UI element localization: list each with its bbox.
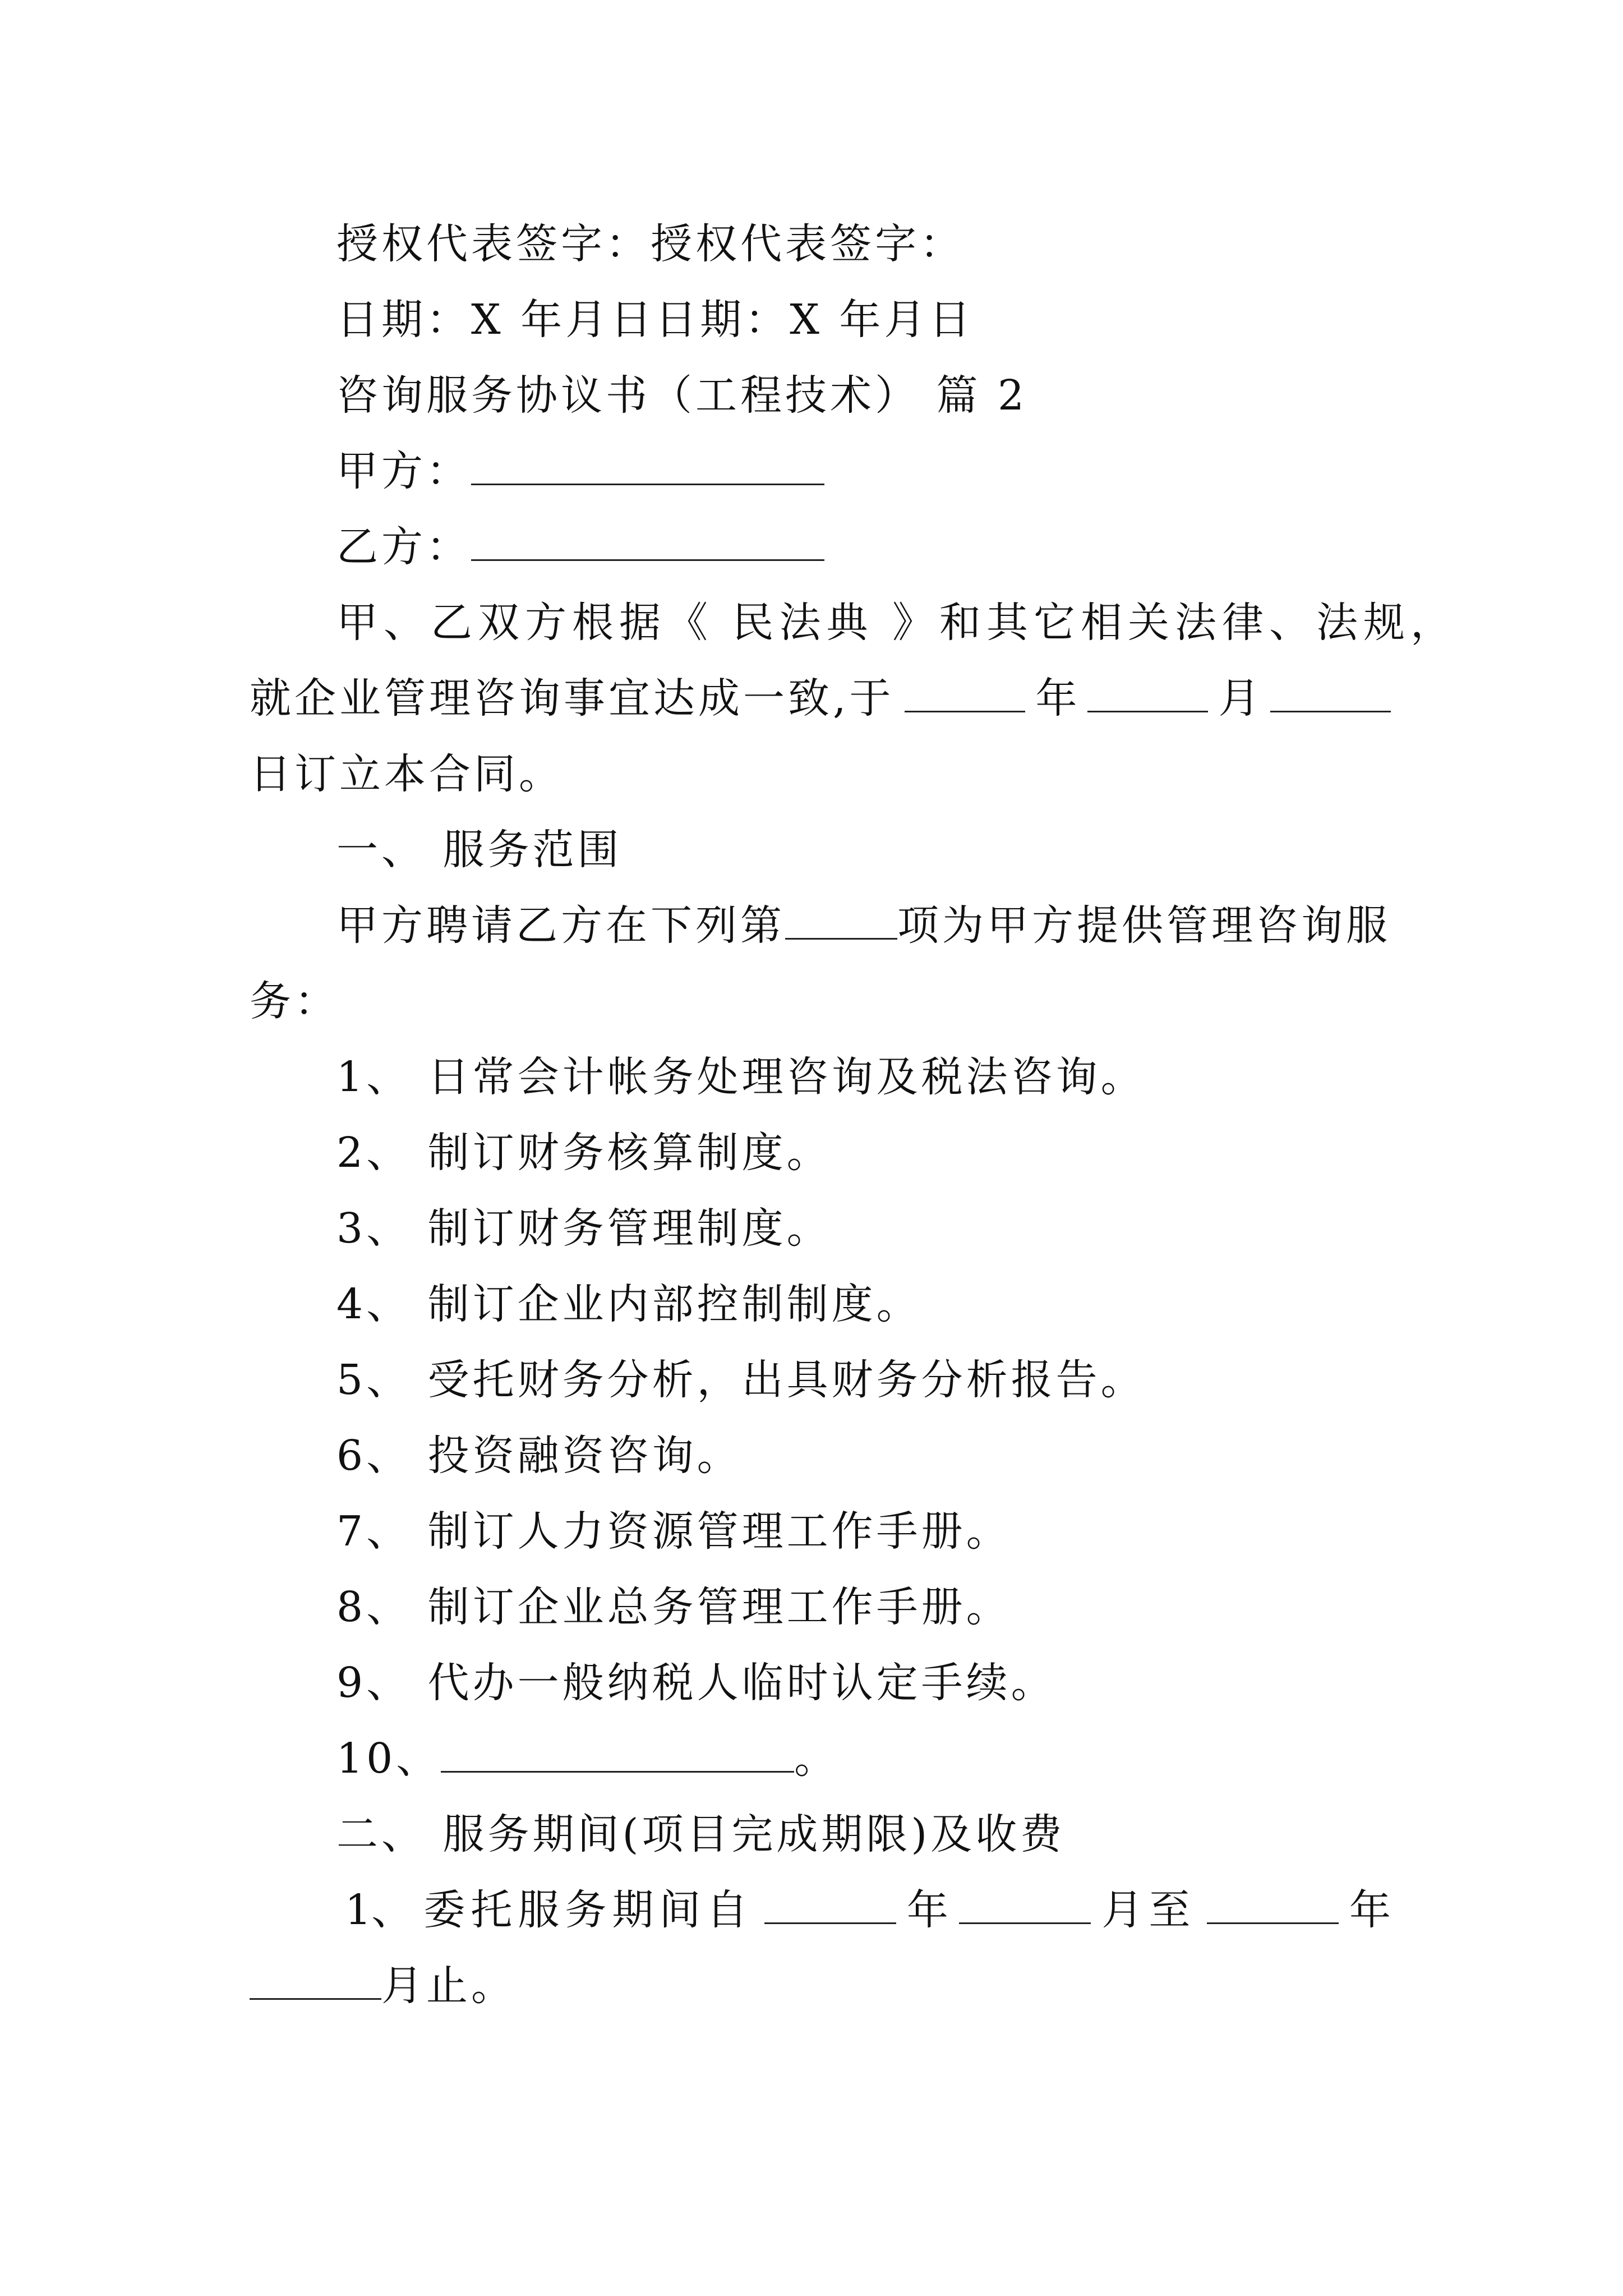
- period-number: 1、: [345, 1886, 413, 1934]
- scope-line-1-text: 甲方聘请乙方在下列第: [336, 901, 785, 950]
- intro-day-blank: [1270, 675, 1391, 712]
- period-text: 委托服务期间自: [423, 1886, 754, 1934]
- list-item: 3、 制订财务管理制度。: [336, 1204, 832, 1253]
- list-item: 4、 制订企业内部控制制度。: [336, 1280, 921, 1328]
- period-end-month-blank: [250, 1962, 381, 2000]
- list-item: 8、 制订企业总务管理工作手册。: [336, 1583, 1011, 1631]
- intro-line-2-text: 就企业管理咨询事宜达成一致,于: [250, 674, 895, 723]
- list-item: 6、 投资融资咨询。: [336, 1432, 742, 1480]
- scope-item-blank: [785, 902, 897, 940]
- list-item: 9、 代办一般纳税人临时认定手续。: [336, 1659, 1056, 1707]
- intro-line-3: 日订立本合同。: [250, 750, 564, 798]
- party-a-blank: [471, 448, 824, 485]
- scope-line-1: [336, 900, 1391, 951]
- intro-line-2: [250, 673, 1391, 724]
- list-item: 1、 日常会计帐务处理咨询及税法咨询。: [336, 1053, 1146, 1101]
- period-start-month-label: 月至: [1101, 1886, 1196, 1934]
- period-start-month-blank: [959, 1887, 1091, 1924]
- party-a-label: 甲方：: [336, 447, 471, 495]
- heading-service-scope: 一、 服务范围: [336, 826, 623, 874]
- intro-month-label: 月: [1218, 674, 1260, 723]
- section-title: 咨询服务协议书（工程技术） 篇 2: [336, 371, 1028, 420]
- period-end-year-blank: [1207, 1887, 1339, 1924]
- list-item: 7、 制订人力资源管理工作手册。: [336, 1507, 1011, 1556]
- intro-month-blank: [1087, 675, 1208, 712]
- period-line-2: [250, 1961, 516, 2011]
- date-line: 日期：X 年月日日期：X 年月日: [336, 296, 974, 344]
- list-item: 5、 受托财务分析，出具财务分析报告。: [336, 1356, 1146, 1404]
- period-end-year-label: 年: [1349, 1886, 1391, 1934]
- scope-line-2: 务：: [250, 977, 339, 1025]
- period-start-year-label: 年: [906, 1886, 948, 1934]
- party-b-blank: [471, 523, 824, 561]
- list-item-10: [336, 1733, 839, 1784]
- heading-service-period: 二、 服务期间(项目完成期限)及收费: [336, 1810, 1066, 1858]
- scope-line-1-rest: 项为甲方提供管理咨询服: [897, 901, 1391, 950]
- party-a-line: [336, 446, 824, 496]
- item-10-end: 。: [794, 1734, 840, 1783]
- signature-line: 授权代表签字：授权代表签字：: [336, 220, 965, 268]
- item-10-blank: [441, 1735, 794, 1773]
- intro-year-blank: [905, 675, 1025, 712]
- period-end-label: 月止。: [381, 1962, 516, 2010]
- period-start-year-blank: [764, 1887, 896, 1924]
- item-10-number: 10、: [336, 1734, 441, 1783]
- party-b-label: 乙方：: [336, 523, 471, 571]
- party-b-line: [336, 522, 824, 572]
- period-line-1: [345, 1885, 1391, 1935]
- intro-year-label: 年: [1035, 674, 1077, 723]
- list-item: 2、 制订财务核算制度。: [336, 1129, 832, 1177]
- intro-line-1: 甲、乙双方根据《 民法典 》和其它相关法律、法规，: [336, 599, 1458, 647]
